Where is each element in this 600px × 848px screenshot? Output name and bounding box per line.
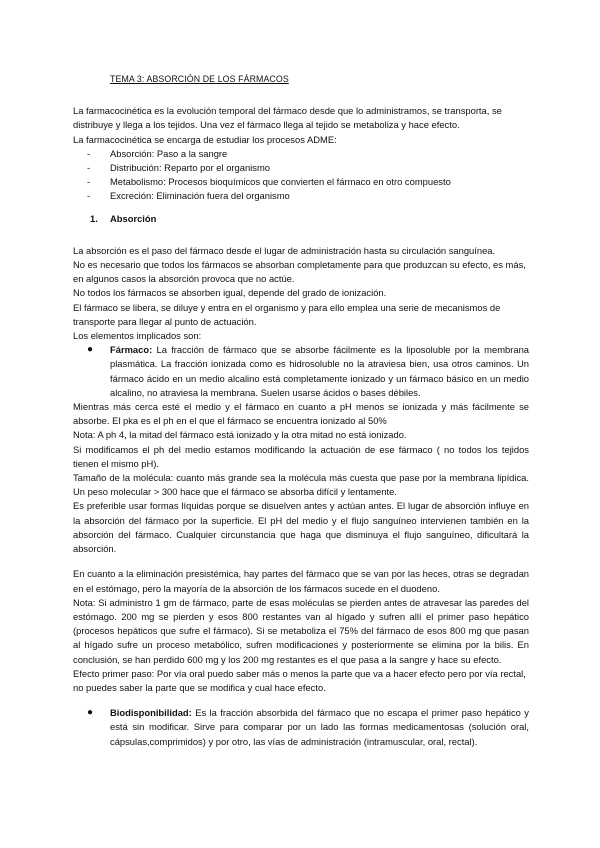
adme-item-excrecion: - Excreción: Eliminación fuera del organismo bbox=[73, 189, 529, 203]
presistemic-note: Nota: Si administro 1 gm de fármaco, parte de esas moléculas se pierden antes de atravesar las paredes del estómago. 200 mg se pierden y esos 800 restantes van al hígado y sufren allí el primer paso hepático (procesos hepáticos que sufre el fármaco). Si se metaboliza el 75% del fármaco de esos 800 mg que pasan al hígado sufre un proceso metabólico, sufren modificaciones y posteriormente se elimina por la bilis. En conclusión, se han perdido 600 mg y los 200 mg restantes es el que pasa a la sangre y hace su efecto. bbox=[73, 596, 529, 665]
absorcion-line: No es necesario que todos los fármacos se absorban completamente para que produzcan su efecto, es más, en algunos casos la absorción provoca que no actúe. bbox=[73, 259, 526, 285]
biodisponibilidad-text: Es la fracción absorbida del fármaco que no escapa el primer paso hepático y está sin modificar. Sirve para comparar por un lado las formas medicamentosas (solución oral, cápsulas,comprimidos) y por otro, las vías de administración (intramuscular, oral, rectal). bbox=[110, 707, 529, 747]
adme-item-absorcion: - Absorción: Paso a la sangre bbox=[73, 147, 529, 161]
bullet-icon: ● bbox=[87, 707, 94, 719]
bullet-icon: ● bbox=[87, 344, 94, 356]
absorcion-line: Los elementos implicados son: bbox=[73, 330, 202, 342]
section-heading bbox=[73, 212, 529, 226]
adme-item-metabolismo: - Metabolismo: Procesos bioquímicos que convierten el fármaco en otro compuesto bbox=[73, 175, 529, 189]
first-pass-effect: Efecto primer paso: Por vía oral puedo saber más o menos la parte que va a hacer efecto pero por vía rectal, no puedes saber la parte que se modifica y cual hace efecto. bbox=[73, 667, 526, 693]
adme-intro: La farmacocinética se encarga de estudiar los procesos ADME: bbox=[73, 133, 337, 145]
adme-item-distribucion: - Distribución: Reparto por el organismo bbox=[73, 161, 529, 175]
presistemic-elimination: En cuanto a la eliminación presistémica, hay partes del fármaco que se van por las heces, otras se degradan en el estómago, pero la mayoría de la absorción de los fármacos sucede en el duodeno. bbox=[73, 568, 529, 594]
farmaco-label: Fármaco: bbox=[110, 344, 153, 356]
ph-modification: Si modificamos el ph del medio estamos modificando la actuación de ese fármaco ( no todos los tejidos tienen el mismo pH). bbox=[73, 443, 529, 469]
liquid-forms: Es preferible usar formas líquidas porque se disuelven antes y actúan antes. El lugar de absorción influye en la absorción del fármaco por la superficie. El pH del medio y el flujo sanguíneo intervienen también en la absorción del fármaco. Cualquier circunstancia que haga que disminuya el flujo sanguíneo, dificultará la absorción. bbox=[73, 500, 529, 555]
absorcion-line: No todos los fármacos se absorben igual, depende del grado de ionización. bbox=[73, 287, 387, 299]
absorcion-line: El fármaco se libera, se diluye y entra en el organismo y para ello emplea una serie de mecanismos de transporte para llegar al punto de actuación. bbox=[73, 301, 501, 327]
ph-paragraph: Mientras más cerca esté el medio y el fármaco en cuanto a pH menos se ionizada y más fácilmente se absorbe. El pka es el ph en el que el fármaco se encuentra ionizado al 50% bbox=[73, 401, 529, 427]
section-number: 1. bbox=[90, 212, 98, 224]
absorcion-definition: La absorción es el paso del fármaco desde el lugar de administración hasta su circulación sanguínea. bbox=[73, 244, 496, 256]
farmaco-bullet bbox=[73, 343, 529, 400]
biodisponibilidad-bullet bbox=[73, 706, 529, 749]
ph-note: Nota: A ph 4, la mitad del fármaco está ionizado y la otra mitad no está ionizado. bbox=[73, 429, 407, 441]
farmaco-text: La fracción de fármaco que se absorbe fácilmente es la liposoluble por la membrana plasmática. La fracción ionizada como es hidrosoluble no la atraviesa bien, usa otros caminos. Un fármaco ácido en un medio alcalino está completamente ionizado y un fármaco básico en un medio alcalino, no atraviesa la membrana. Suelen usarse ácidos o bases débiles. bbox=[110, 344, 529, 398]
document-title: TEMA 3: ABSORCIÓN DE LOS FÁRMACOS bbox=[110, 74, 289, 84]
biodisponibilidad-label: Biodisponibilidad: bbox=[110, 707, 192, 719]
section-title: Absorción bbox=[110, 212, 157, 224]
molecule-size: Tamaño de la molécula: cuanto más grande sea la molécula más cuesta que pase por la membrana lipídica. Un peso molecular > 300 hace que el fármaco se absorba difícil y lentamente. bbox=[73, 472, 529, 498]
adme-list bbox=[73, 147, 529, 204]
document-body bbox=[73, 72, 529, 749]
intro-paragraph: La farmacocinética es la evolución temporal del fármaco desde que lo administramos, se transporta, se distribuye y llega a los tejidos. Una vez el fármaco llega al tejido se metaboliza y hace efecto. bbox=[73, 105, 502, 131]
